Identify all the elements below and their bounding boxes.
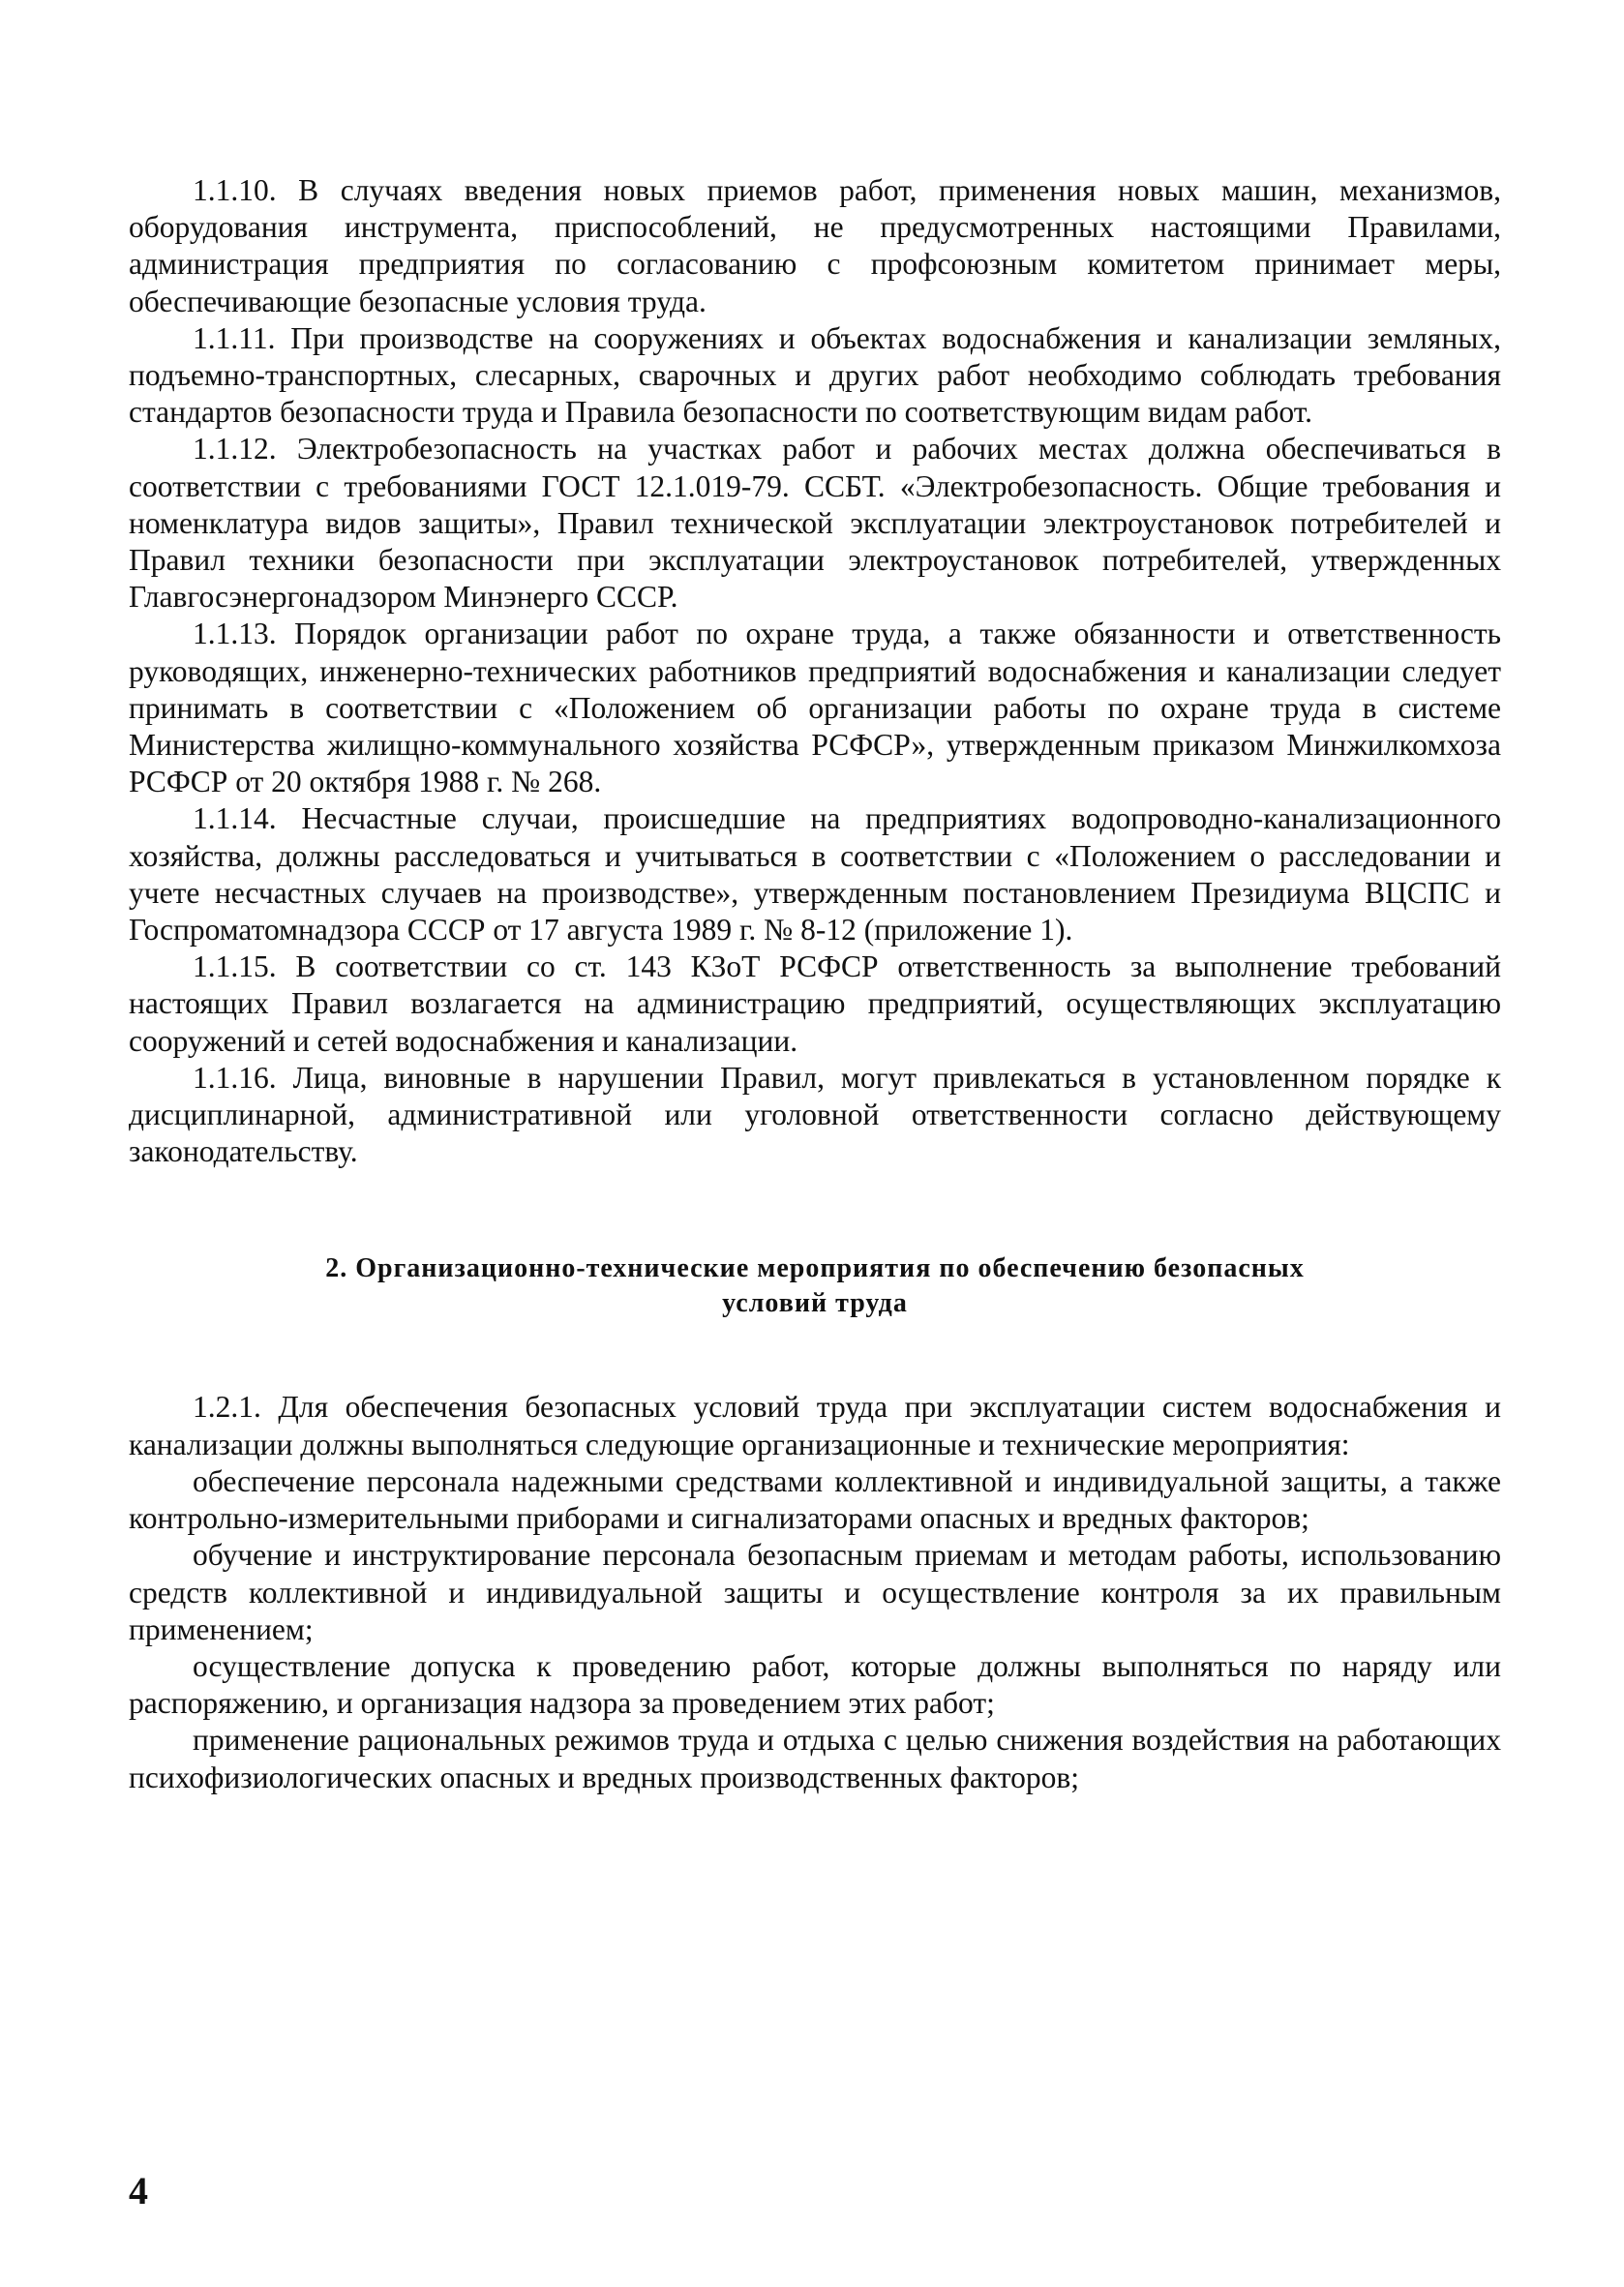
paragraph-1-1-15: 1.1.15. В соответствии со ст. 143 КЗоТ РСФСР ответственность за выполнение требований настоящих Правил возлагается на администрацию предприятий, осуществляющих эксплуатацию сооружений и сетей водоснабжения и канализации.: [129, 949, 1501, 1058]
paragraph-1-1-10: 1.1.10. В случаях введения новых приемов работ, применения новых машин, механизмов, оборудования инструмента, приспособлений, не предусмотренных настоящими Правилами, администрация предприятия по согласованию с профсоюзным комитетом принимает меры, обеспечивающие безопасные условия труда.: [129, 173, 1501, 318]
document-page: [129, 172, 1501, 1796]
paragraph-1-1-16: 1.1.16. Лица, виновные в нарушении Правил, могут привлекаться в установленном порядке к дисциплинарной, административной или уголовной ответственности согласно действующему законодательству.: [129, 1060, 1501, 1169]
paragraph-1-2-1: 1.2.1. Для обеспечения безопасных условий труда при эксплуатации систем водоснабжения и канализации должны выполняться следующие организационные и технические мероприятия:: [129, 1390, 1501, 1461]
list-item-training: обучение и инструктирование персонала безопасным приемам и методам работы, использованию средств коллективной и индивидуальной защиты и осуществление контроля за их правильным применением;: [129, 1538, 1501, 1646]
section-title-line-2: условий труда: [722, 1288, 908, 1319]
list-item-work-permit: осуществление допуска к проведению работ, которые должны выполняться по наряду или распоряжению, и организация надзора за проведением этих работ;: [129, 1648, 1501, 1721]
paragraph-1-1-14: 1.1.14. Несчастные случаи, происшедшие на предприятиях водопроводно-канализационного хозяйства, должны расследоваться и учитываться в соответствии с «Положением о расследовании и учете несчастных случаев на производстве», утвержденным постановлением Президиума ВЦСПС и Госпроматомнадзора СССР от 17 августа 1989 г. № 8-12 (приложение 1).: [129, 801, 1501, 948]
page-number: 4: [129, 2169, 148, 2212]
paragraph-1-1-11: 1.1.11. При производстве на сооружениях и объектах водоснабжения и канализации земляных, подъемно-транспортных, слесарных, сварочных и других работ необходимо соблюдать требования стандартов безопасности труда и Правила безопасности по соответствующим видам работ.: [129, 320, 1501, 430]
section-title: [129, 1251, 1501, 1321]
paragraph-1-1-12: 1.1.12. Электробезопасность на участках работ и рабочих местах должна обеспечиваться в соответствии с требованиями ГОСТ 12.1.019-79. ССБТ. «Электробезопасность. Общие требования и номенклатура видов защиты», Правил технической эксплуатации электроустановок потребителей и Правил техники безопасности при эксплуатации электроустановок потребителей, утвержденных Главгосэнергонадзором Минэнерго СССР.: [129, 432, 1501, 615]
section-title-line-1: 2. Организационно-технические мероприятия по обеспечению безопасных: [325, 1253, 1305, 1284]
list-item-protection-means: обеспечение персонала надежными средствами коллективной и индивидуальной защиты, а также контрольно-измерительными приборами и сигнализаторами опасных и вредных факторов;: [129, 1463, 1501, 1536]
paragraph-1-1-13: 1.1.13. Порядок организации работ по охране труда, а также обязанности и ответственность руководящих, инженерно-технических работников предприятий водоснабжения и канализации следует принимать в соответствии с «Положением об организации работы по охране труда в системе Министерства жилищно-коммунального хозяйства РСФСР», утвержденным приказом Минжилкомхоза РСФСР от 20 октября 1988 г. № 268.: [129, 617, 1501, 799]
list-item-work-rest-regimes: применение рациональных режимов труда и отдыха с целью снижения воздействия на работающих психофизиологических опасных и вредных производственных факторов;: [129, 1723, 1501, 1794]
